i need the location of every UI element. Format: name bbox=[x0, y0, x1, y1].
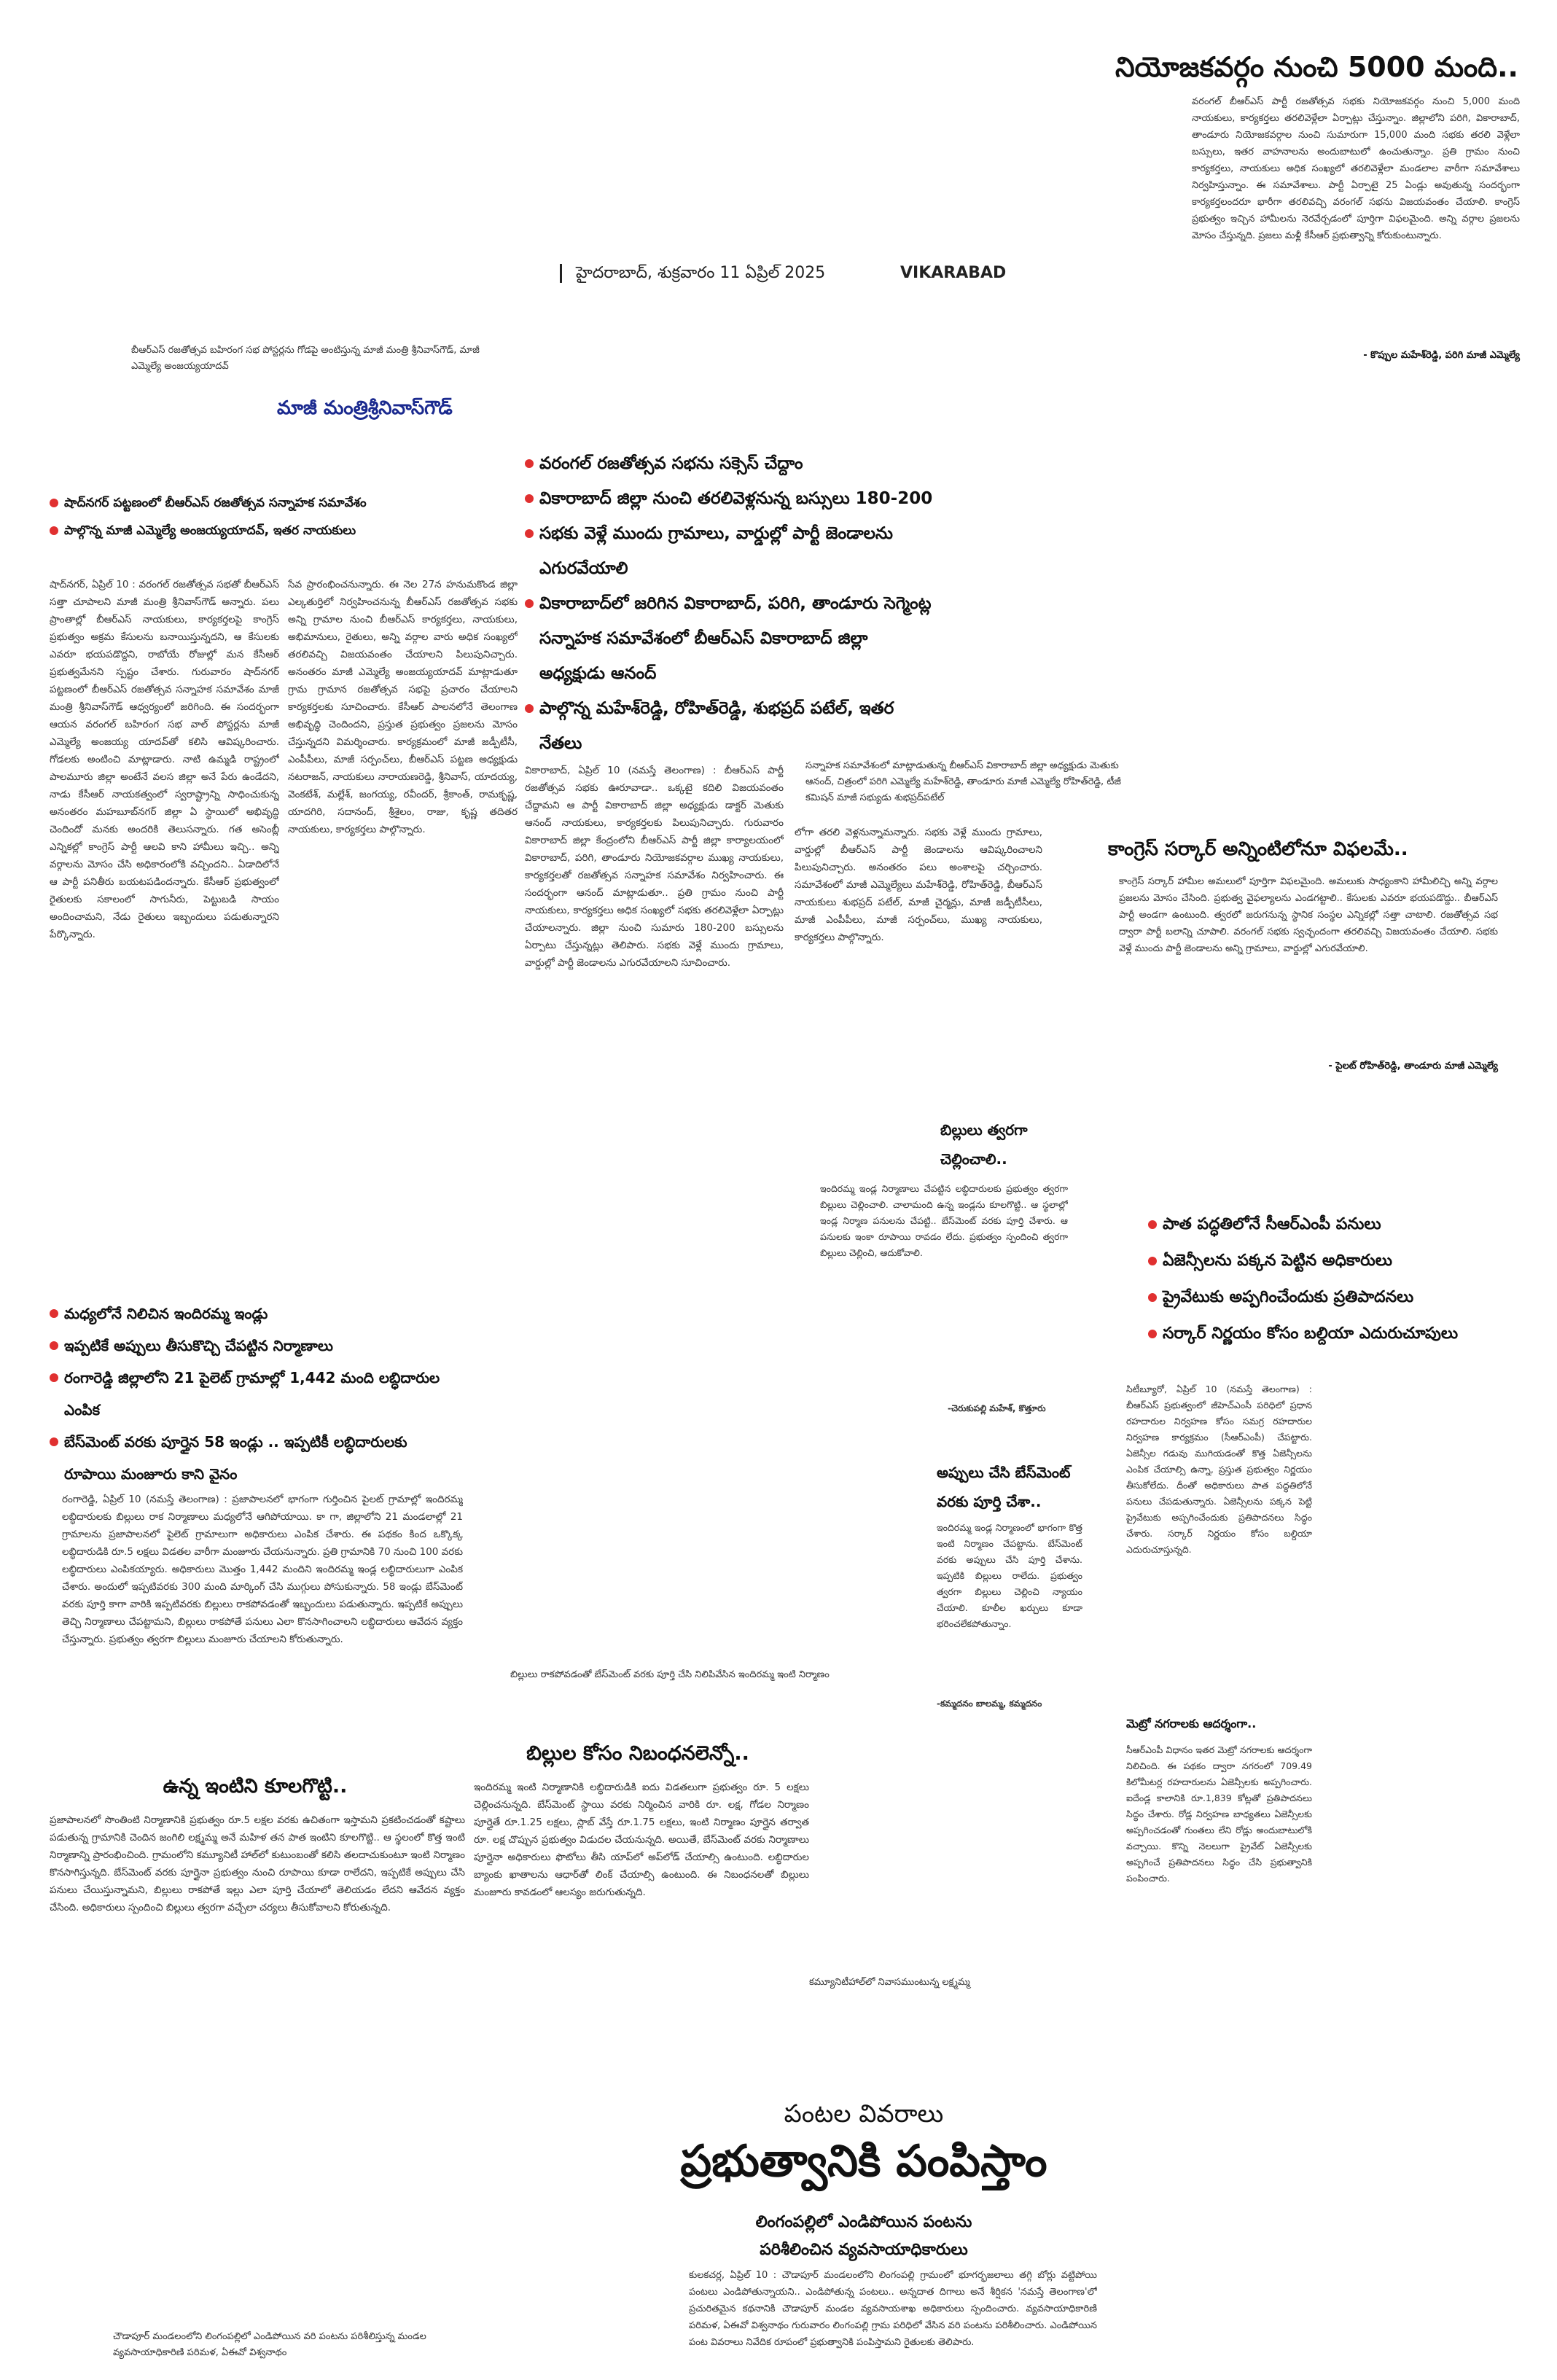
photo-caption-crops: చౌడాపూర్‌ మండలంలోని లింగంపల్లిలో ఎండిపోయిన వరి పంటను పరిశీలిస్తున్న మండల వ్యవసాయాధికారిణి పరిమళ, ఏఈవో విశ్వనాథం bbox=[113, 2331, 426, 2358]
story-constituency-body: వరంగల్‌ బీఆర్‌ఎస్‌ పార్టీ రజతోత్సవ సభకు నియోజకవర్గం నుంచి 5,000 మంది నాయకులు, కార్యకర్తలు తరలివెళ్లేలా ఏర్పాట్లు చేస్తున్నాం. జిల్లాలోని పరిగి, వికారాబాద్‌, తాండూరు నియోజకవర్గాల నుంచి సుమారుగా 15,000 మంది సభకు తరలి వెళ్లేలా బస్సులు, ఇతర వాహనాలను అందుబాటులో ఉంచుతున్నాం. ప్రతి గ్రామం నుంచి కార్యకర్తలు, నాయకులు అధిక సంఖ్యలో తరలివెళ్లేలా మండలాల వారీగా సమావేశాలు నిర్వహిస్తున్నాం. ఈ సమావేశాలు. పార్టీ ఏర్పాటై 25 ఏండ్లు అవుతున్న సందర్భంగా కార్యకర్తలందరూ భారీగా తరలివచ్చి వరంగల్‌ సభను విజయవంతం చేయాలి. కాంగ్రెస్‌ ప్రభుత్వం ఇచ్చిన హామీలను నెరవేర్చడంలో పూర్తిగా విఫలమైంది. అన్ని వర్గాల ప్రజలను మోసం చేస్తున్నది. ప్రజలు మళ్లీ కేసీఆర్‌ ప్రభుత్వాన్ని కోరుకుంటున్నారు. bbox=[1192, 96, 1520, 241]
masthead-rule bbox=[560, 264, 562, 283]
shadnagar-bullet: షాద్‌నగర్‌ పట్టణంలో బీఆర్‌ఎస్‌ రజతోత్సవ సన్నాహక సమావేశం bbox=[50, 496, 516, 513]
vikarabad-bullet: వరంగల్‌ రజతోత్సవ సభను సక్సెస్‌ చేద్దాం bbox=[525, 446, 933, 481]
signature-mahesh-kothur: -చెరుకుపల్లి మహేశ్‌, కొత్తూరు bbox=[948, 1403, 1046, 1413]
vikarabad-body-col2: లోగా తరలి వెళ్లనున్నామన్నారు. సభకు వెళ్లే ముందు గ్రామాలు, వార్డుల్లో బీఆర్‌ఎస్‌ పార్టీ జెండాలను ఆవిష్కరించాలని పిలుపునిచ్చారు. అనంతరం పలు అంశాలపై చర్చించారు. సమావేశంలో మాజీ ఎమ్మెల్యేలు మహేశ్‌రెడ్డి, రోహిత్‌రెడ్డి, బీఆర్‌ఎస్‌ నాయకులు శుభప్రద్‌ పటేల్‌, మాజీ చైర్మన్లు, మాజీ జడ్పీటీసీలు, మాజీ ఎంపీపీలు, మాజీ సర్పంచ్‌లు, ముఖ్య నాయకులు, కార్యకర్తలు పాల్గొన్నారు. bbox=[795, 827, 1042, 943]
crops-sub2: పరిశీలించిన వ్యవసాయాధికారులు bbox=[760, 2241, 968, 2259]
crmp-bullets bbox=[1148, 1206, 1527, 1352]
headline-bill-rules: బిల్లుల కోసం నిబంధనలెన్నో.. bbox=[526, 1742, 749, 1765]
congress-quote-body: కాంగ్రెస్‌ సర్కార్‌ హామీల అమలులో పూర్తిగా విఫలమైంది. అమలుకు సాధ్యంకాని హామీలిచ్చి అన్ని వర్గాల ప్రజలను మోసం చేసింది. ప్రభుత్వ వైఫల్యాలను ఎండగట్టాలి.. కేసులకు ఎవరూ భయపడొద్దు.. బీఆర్‌ఎస్‌ పార్టీ అండగా ఉంటుంది. త్వరలో జరుగనున్న స్థానిక సంస్థల ఎన్నికల్లో సత్తా చాటాలి. రజతోత్సవ సభ ద్వారా పార్టీ బలాన్ని చూపాలి. వరంగల్‌ సభకు స్వచ్ఛందంగా తరలివచ్చి విజయవంతం చేయాలి. సభకు వెళ్లే ముందు పార్టీ జెండాలను అన్ని గ్రామాలు, వార్డుల్లో ఎగురవేయాలి. bbox=[1119, 876, 1498, 954]
signature-rohit-reddy: - పైలట్‌ రోహిత్‌రెడ్డి, తాండూరు మాజీ ఎమ్మెల్యే bbox=[1328, 1061, 1498, 1072]
headline-demolished-house: ఉన్న ఇంటిని కూలగొట్టి.. bbox=[163, 1775, 348, 1798]
indiramma-bullet: బేస్‌మెంట్‌ వరకు పూర్తైన 58 ఇండ్లు .. ఇప్పటికీ లబ్ధిదారులకు రూపాయి మంజూరు కాని వైనం bbox=[50, 1426, 443, 1490]
headline-constituency-5000: నియోజకవర్గం నుంచి 5000 మంది.. bbox=[1115, 51, 1518, 83]
crmp-bullet: ప్రైవేటుకు అప్పగించేందుకు ప్రతిపాదనలు bbox=[1148, 1279, 1527, 1316]
indiramma-bullets bbox=[50, 1298, 443, 1490]
bill-rules-body: ఇందిరమ్మ ఇంటి నిర్మాణానికి లబ్ధిదారుడికి ఐదు విడతలుగా ప్రభుత్వం రూ. 5 లక్షలు చెల్లించనున్నది. బేస్‌మెంట్‌ స్థాయి వరకు నిర్మించిన వారికి రూ. లక్ష, గోడల నిర్మాణం పూర్తైతే రూ.1.25 లక్షలు, స్లాబ్‌ వేస్తే రూ.1.75 లక్షలు, ఇంటి నిర్మాణం పూర్తైన తర్వాత రూ. లక్ష చొప్పున ప్రభుత్వం విడుదల చేయనున్నది. అయితే, బేస్‌మెంట్‌ వరకు నిర్మాణాలు పూర్తైనా అధికారులు ఫొటోలు తీసి యాప్‌లో అప్‌లోడ్‌ చేయాల్సి ఉంటుంది. లబ్ధిదారుల బ్యాంకు ఖాతాలను ఆధార్‌తో లింక్‌ చేయాల్సి ఉంటుంది. ఈ నిబంధనలతో బిల్లులు మంజూరు కావడంలో ఆలస్యం జరుగుతున్నది. bbox=[474, 1782, 809, 1898]
vikarabad-body-col1: వికారాబాద్‌, ఏప్రిల్‌ 10 (నమస్తే తెలంగాణ) : బీఆర్‌ఎస్‌ పార్టీ రజతోత్సవ సభకు ఊరూవాడా.. ఒక్కటై కదిలి విజయవంతం చేద్దామని ఆ పార్టీ వికారాబాద్‌ జిల్లా అధ్యక్షుడు డాక్టర్‌ మెతుకు ఆనంద్‌ నాయకులు, కార్యకర్తలకు పిలుపునిచ్చారు. గురువారం వికారాబాద్‌ జిల్లా కేంద్రంలోని బీఆర్‌ఎస్‌ పార్టీ జిల్లా కార్యాలయంలో వికారాబాద్‌, పరిగి, తాండూరు నియోజకవర్గాల ముఖ్య నాయకులు, కార్యకర్తలతో రజతోత్సవ సన్నాహక సమావేశం నిర్వహించారు. ఈ సందర్భంగా ఆనంద్‌ మాట్లాడుతూ.. ప్రతి గ్రామం నుంచి పార్టీ నాయకులు, కార్యకర్తలు అధిక సంఖ్యలో సభకు తరలివెళ్లేలా ఏర్పాట్లు చేయాలన్నారు. జిల్లా నుంచి సుమారు 180-200 బస్సులను ఏర్పాటు చేస్తున్నట్లు తెలిపారు. సభకు వెళ్లే ముందు గ్రామాలు, వార్డుల్లో పార్టీ జెండాలను ఎగురవేయాలని సూచించారు. bbox=[525, 765, 784, 969]
vikarabad-bullet: వికారాబాద్‌లో జరిగిన వికారాబాద్‌, పరిగి, తాండూరు సెగ్మెంట్ల సన్నాహక సమావేశంలో బీఆర్‌ఎస్‌ వికారాబాద్‌ జిల్లా అధ్యక్షుడు ఆనంద్‌ bbox=[525, 586, 933, 691]
quote-name-srinivas: మాజీ మంత్రిశ్రీనివాస్‌గౌడ్‌ bbox=[277, 397, 453, 419]
signature-balamma: -కమ్మదనం బాలమ్మ, కమ్మదనం bbox=[937, 1698, 1042, 1709]
crops-body: కులకచర్ల, ఏప్రిల్‌ 10 : చౌడాపూర్‌ మండలంలోని లింగంపల్లి గ్రామంలో భూగర్భజలాలు తగ్గి బోర్లు వట్టిపోయి పంటలు ఎండిపోతున్నాయని.. ఎండిపోతున్న పంటలు.. అన్నదాత దిగాలు అనే శీర్షికన 'నమస్తే తెలంగాణ'లో ప్రచురితమైన కథనానికి చౌడాపూర్‌ మండల వ్యవసాయశాఖ అధికారులు స్పందించారు. వ్యవసాయాధికారిణి పరిమళ, ఏఈవో విశ్వనాథం గురువారం లింగంపల్లి గ్రామ పరిధిలో వేసిన వరి పంటను పరిశీలించారు. ఎండిపోయిన పంట వివరాలు నివేదిక రూపంలో ప్రభుత్వానికి పంపిస్తామని రైతులకు తెలిపారు. bbox=[689, 2270, 1097, 2348]
vikarabad-bullet: పాల్గొన్న మహేశ్‌రెడ్డి, రోహిత్‌రెడ్డి, శుభప్రద్‌ పటేల్‌, ఇతర నేతలు bbox=[525, 691, 933, 761]
crmp-body-col2: సీఆర్‌ఎంపీ విధానం ఇతర మెట్రో నగరాలకు ఆదర్శంగా నిలిచింది. ఈ పథకం ద్వారా నగరంలో 709.49 కిలోమీటర్ల రహదారులను ఏజెన్సీలకు అప్పగించారు. ఐదేండ్ల కాలానికి రూ.1,839 కోట్లతో ప్రతిపాదనలు సిద్ధం చేశారు. రోడ్ల నిర్వహణ బాధ్యతలు ఏజెన్సీలకు అప్పగించడంతో గుంతలు లేని రోడ్లు అందుబాటులోకి వచ్చాయి. కొన్ని నెలలుగా ప్రైవేట్‌ ఏజెన్సీలకు అప్పగించే ప్రతిపాదనలు సిద్ధం చేసి ప్రభుత్వానికి పంపించారు. bbox=[1126, 1744, 1312, 1884]
indiramma-bullet: రంగారెడ్డి జిల్లాలోని 21 పైలెట్‌ గ్రామాల్లో 1,442 మంది లబ్ధిదారుల ఎంపిక bbox=[50, 1362, 443, 1426]
vikarabad-bullet: సభకు వెళ్లే ముందు గ్రామాలు, వార్డుల్లో పార్టీ జెండాలను ఎగురవేయాలి bbox=[525, 516, 933, 586]
headline-bills-pay-quickly: బిల్లులు త్వరగా చెల్లించాలి.. bbox=[940, 1121, 1028, 1168]
masthead-section: VIKARABAD bbox=[900, 264, 1007, 282]
headline-basement-debt: అప్పులు చేసి బేస్‌మెంట్‌ వరకు పూర్తి చేశా.. bbox=[937, 1464, 1071, 1510]
crops-subheadline bbox=[547, 2209, 1181, 2264]
demolished-house-body: ప్రజాపాలనలో సొంతింటి నిర్మాణానికి ప్రభుత్వం రూ.5 లక్షల వరకు ఉచితంగా ఇస్తామని ప్రకటించడంతో కష్టాలు పడుతున్న గ్రామానికి చెందిన జంగిలి లక్ష్మమ్మ అనే మహిళ తన పాత ఇంటిని కూలగొట్టి.. ఆ స్థలంలో కొత్త ఇంటి నిర్మాణాన్ని ప్రారంభించింది. గ్రామంలోని కమ్యూనిటీ హాల్‌లో కుటుంబంతో కలిసి తలదాచుకుంటూ ఇంటి నిర్మాణం కొనసాగిస్తున్నది. బేస్‌మెంట్‌ వరకు పూర్తైనా ప్రభుత్వం నుంచి రూపాయి కూడా రాలేదని, ఇప్పటికే అప్పులు చేసి పనులు చేయిస్తున్నామని, బిల్లులు రాకపోతే ఇల్లు ఎలా పూర్తి చేయాలో తెలియడం లేదని ఆవేదన వ్యక్తం చేసింది. అధికారులు స్పందించి బిల్లులు త్వరగా వచ్చేలా చర్యలు తీసుకోవాలని కోరుతున్నది. bbox=[50, 1814, 465, 1913]
shadnagar-bullets bbox=[50, 496, 516, 541]
indiramma-bullet: ఇప్పటికే అప్పులు తీసుకొచ్చి చేపట్టిన నిర్మాణాలు bbox=[50, 1330, 443, 1362]
vikarabad-bullets bbox=[525, 446, 933, 761]
shadnagar-body-col2: సేవ ప్రారంభించనున్నారు. ఈ నెల 27న హనుమకొండ జిల్లా ఎల్కతుర్తిలో నిర్వహించనున్న బీఆర్‌ఎస్‌ రజతోత్సవ సభకు అన్ని గ్రామాల నుంచి బీఆర్‌ఎస్‌ కార్యకర్తలు, నాయకులు, అభిమానులు, రైతులు, అన్ని వర్గాల వారు అధిక సంఖ్యలో తరలివచ్చి విజయవంతం చేయాలని పిలుపునిచ్చారు. అనంతరం మాజీ ఎమ్మెల్యే అంజయ్యయాదవ్‌ మాట్లాడుతూ గ్రామ గ్రామాన రజతోత్సవ సభపై ప్రచారం చేయాలని కార్యకర్తలకు సూచించారు. కేసీఆర్‌ పాలనలోనే తెలంగాణ అభివృద్ధి చెందిందని, ప్రస్తుత ప్రభుత్వం ప్రజలను మోసం చేస్తున్నదని విమర్శించారు. కార్యక్రమంలో మాజీ జడ్పీటీసీ, ఎంపీపీలు, మాజీ సర్పంచ్‌లు, బీఆర్‌ఎస్‌ పట్టణ అధ్యక్షుడు నటరాజన్‌, నాయకులు నారాయణరెడ్డి, శ్రీనివాస్‌, యాదయ్య, వెంకటేశ్‌, మల్లేశ్‌, జంగయ్య, రవీందర్‌, శ్రీకాంత్‌, రామకృష్ణ, యాదగిరి, సదానంద్‌, శ్రీశైలం, రాజు, కృష్ణ తదితర నాయకులు, కార్యకర్తలు పాల్గొన్నారు. bbox=[288, 579, 518, 835]
shadnagar-bullet: పాల్గొన్న మాజీ ఎమ్మెల్యే అంజయ్యయాదవ్‌, ఇతర నాయకులు bbox=[50, 523, 516, 541]
crmp-bullet: పాత పద్ధతిలోనే సీఆర్‌ఎంపీ పనులు bbox=[1148, 1206, 1527, 1243]
shadnagar-body-col1: షాద్‌నగర్‌, ఏప్రిల్‌ 10 : వరంగల్‌ రజతోత్సవ సభతో బీఆర్‌ఎస్‌ సత్తా చూపాలని మాజీ మంత్రి శ్రీనివాస్‌గౌడ్‌ అన్నారు. పలు ప్రాంతాల్లో బీఆర్‌ఎస్‌ నాయకులు, కార్యకర్తలపై కాంగ్రెస్‌ ప్రభుత్వం అక్రమ కేసులను బనాయిస్తున్నదని, ఆ కేసులకు ఎవరూ భయపడొద్దని, రాబోయే రోజుల్లో మన కేసీఆర్‌ ప్రభుత్వమేనని స్పష్టం చేశారు. గురువారం షాద్‌నగర్‌ పట్టణంలో బీఆర్‌ఎస్‌ రజతోత్సవ సన్నాహక సమావేశం మాజీ మంత్రి శ్రీనివాస్‌గౌడ్‌ ఆధ్వర్యంలో జరిగింది. ఈ సందర్భంగా ఆయన వరంగల్‌ బహిరంగ సభ వాల్‌ పోస్టర్లను మాజీ ఎమ్మెల్యే అంజయ్య యాదవ్‌తో కలిసి ఆవిష్కరించారు. గోడలకు అంటించి మాట్లాడారు. నాటి ఉమ్మడి రాష్ట్రంలో పాలమూరు జిల్లా అంటేనే వలస జిల్లా అనే పేరు ఉండేదని, నాడు కేసీఆర్‌ నాయకత్వంలో స్వరాష్ట్రాన్ని సాధించుకున్న అనంతరం మహబూబ్‌నగర్‌ జిల్లా ఏ స్థాయిలో అభివృద్ధి చెందిందో మనకు అందరికి తెలుసన్నారు. గత అసెంబ్లీ ఎన్నికల్లో కాంగ్రెస్‌ పార్టీ ఆలవి కాని హామీలు ఇచ్చి.. అన్ని వర్గాలను మోసం చేసి అధికారంలోకి వచ్చిందని.. ఏడాదిలోనే ఆ పార్టీ పనితీరు బయటపడిందన్నారు. కేసీఆర్‌ ప్రభుత్వంలో రైతులకు సకాలంలో సాగునీరు, పెట్టుబడి సాయం అందించామని, నేడు రైతులు ఇబ్బందులు పడుతున్నారని పేర్కొన్నారు. bbox=[50, 579, 279, 940]
crops-sub1: లింగంపల్లిలో ఎండిపోయిన పంటను bbox=[755, 2213, 972, 2231]
photo-caption-shadnagar: బీఆర్‌ఎస్‌ రజతోత్సవ బహిరంగ సభ పోస్టర్లను గోడపై అంటిస్తున్న మాజీ మంత్రి శ్రీనివాస్‌గౌడ్‌, మాజీ ఎమ్మెల్యే అంజయ్యయాదవ్‌ bbox=[131, 345, 480, 372]
basement-quote-body: ఇందిరమ్మ ఇండ్ల నిర్మాణంలో భాగంగా కొత్త ఇంటి నిర్మాణం చేపట్టాను. బేస్‌మెంట్‌ వరకు అప్పులు చేసి పూర్తి చేశాను. ఇప్పటికి బిల్లులు రాలేదు. ప్రభుత్వం త్వరగా బిల్లులు చెల్లించి న్యాయం చేయాలి. కూలీల ఖర్చులు కూడా భరించలేకపోతున్నాం. bbox=[937, 1522, 1082, 1629]
crmp-bullet: ఏజెన్సీలను పక్కన పెట్టిన అధికారులు bbox=[1148, 1243, 1527, 1279]
photo-caption-community-hall: కమ్యూనిటీహాల్‌లో నివాసముంటున్న లక్ష్మమ్మ bbox=[809, 1977, 970, 1988]
indiramma-bullet: మధ్యలోనే నిలిచిన ఇందిరమ్మ ఇండ్లు bbox=[50, 1298, 443, 1330]
crops-headline: ప్రభుత్వానికి పంపిస్తాం bbox=[680, 2136, 1047, 2187]
crmp-subhead-metro: మెట్రో నగరాలకు ఆదర్శంగా.. bbox=[1126, 1717, 1257, 1731]
indiramma-body: రంగారెడ్డి, ఏప్రిల్‌ 10 (నమస్తే తెలంగాణ) : ప్రజాపాలనలో భాగంగా గుర్తించిన పైలట్‌ గ్రామాల్లో ఇందిరమ్మ లబ్ధిదారులకు బిల్లులు రాక నిర్మాణాలు మధ్యలోనే ఆగిపోయాయి. కా గా, జిల్లాలోని 21 మండలాల్లో 21 గ్రామాలను ప్రజాపాలనలో పైలెట్‌ గ్రామాలుగా అధికారులు ఎంపిక చేశారు. ఈ పథకం కింద ఒక్కొక్క లబ్ధిదారుడికి రూ.5 లక్షలు విడతల వారీగా మంజూరు చేయనున్నారు. ప్రతి గ్రామానికి 70 నుంచి 100 వరకు లబ్ధిదారులు ఎంపికయ్యారు. అధికారులు మొత్తం 1,442 మందిని ఇందిరమ్మ ఇండ్ల లబ్ధిదారులుగా ఎంపిక చేశారు. అందులో ఇప్పటివరకు 300 మంది మార్కింగ్‌ చేసి ముగ్గులు పోసుకున్నారు. 58 ఇండ్లు బేస్‌మెంట్‌ వరకు పూర్తి కాగా వారికి ఇప్పటివరకు బిల్లులు రాకపోవడంతో ఇబ్బందులు పడుతున్నారు. ఇప్పటికే అప్పులు తెచ్చి నిర్మాణాలు చేపట్టామని, బిల్లులు రాకపోతే పనులు ఎలా కొనసాగించాలని లబ్ధిదారులు ఆవేదన వ్యక్తం చేస్తున్నారు. ప్రభుత్వం త్వరగా బిల్లులు మంజూరు చేయాలని కోరుతున్నారు. bbox=[62, 1494, 463, 1645]
signature-mahesh-reddy: - కొప్పుల మహేశ్‌రెడ్డి, పరిగి మాజీ ఎమ్మెల్యే bbox=[1363, 350, 1520, 361]
bills-quote-body: ఇందిరమ్మ ఇండ్ల నిర్మాణాలు చేపట్టిన లబ్ధిదారులకు ప్రభుత్వం త్వరగా బిల్లులు చెల్లించాలి. చాలామంది ఉన్న ఇండ్లను కూలగొట్టి.. ఆ స్థలాల్లో ఇండ్ల నిర్మాణ పనులను చేపట్టి.. బేస్‌మెంట్‌ వరకు పూర్తి చేశారు. ఆ పనులకు ఇంకా రూపాయి రావడం లేదు. ప్రభుత్వం స్పందించి త్వరగా బిల్లులు చెల్లించి, ఆదుకోవాలి. bbox=[820, 1183, 1068, 1258]
photo-caption-house: బిల్లులు రాకపోవడంతో బేస్‌మెంట్‌ వరకు పూర్తి చేసి నిలిపివేసిన ఇందిరమ్మ ఇంటి నిర్మాణం bbox=[510, 1669, 830, 1680]
masthead-dateline: హైదరాబాద్‌, శుక్రవారం 11 ఏప్రిల్‌ 2025 bbox=[576, 264, 826, 282]
photo-caption-vikarabad: సన్నాహక సమావేశంలో మాట్లాడుతున్న బీఆర్‌ఎస్‌ వికారాబాద్‌ జిల్లా అధ్యక్షుడు మెతుకు ఆనంద్‌, చిత్రంలో పరిగి ఎమ్మెల్యే మహేశ్‌రెడ్డి, తాండూరు మాజీ ఎమ్మెల్యే రోహిత్‌రెడ్డి, టీజీ కమిషన్‌ మాజీ సభ్యుడు శుభప్రద్‌పటేల్‌ bbox=[805, 760, 1121, 803]
crmp-bullet: సర్కార్‌ నిర్ణయం కోసం బల్దియా ఎదురుచూపులు bbox=[1148, 1316, 1527, 1352]
crops-kicker: పంటల వివరాలు bbox=[784, 2099, 944, 2129]
crmp-body-col1: సిటీబ్యూరో, ఏప్రిల్‌ 10 (నమస్తే తెలంగాణ) : బీఆర్‌ఎస్‌ ప్రభుత్వంలో జీహెచ్‌ఎంసీ పరిధిలో ప్రధాన రహదారుల నిర్వహణ కోసం సమగ్ర రహదారుల నిర్వహణ కార్యక్రమం (సీఆర్‌ఎంపీ) చేపట్టారు. ఏజెన్సీల గడువు ముగియడంతో కొత్త ఏజెన్సీలను ఎంపిక చేయాల్సి ఉన్నా, ప్రస్తుత ప్రభుత్వం నిర్ణయం తీసుకోలేదు. దీంతో అధికారులు పాత పద్ధతిలోనే పనులు చేపడుతున్నారు. ఏజెన్సీలను పక్కన పెట్టి ప్రైవేటుకు అప్పగించేందుకు ప్రతిపాదనలు సిద్ధం చేశారు. సర్కార్‌ నిర్ణయం కోసం బల్దియా ఎదురుచూస్తున్నది. bbox=[1126, 1384, 1312, 1555]
vikarabad-bullet: వికారాబాద్‌ జిల్లా నుంచి తరలివెళ్లనున్న బస్సులు 180-200 bbox=[525, 481, 933, 516]
headline-congress-failure: కాంగ్రెస్‌ సర్కార్‌ అన్నింటిలోనూ విఫలమే.. bbox=[1108, 838, 1408, 860]
